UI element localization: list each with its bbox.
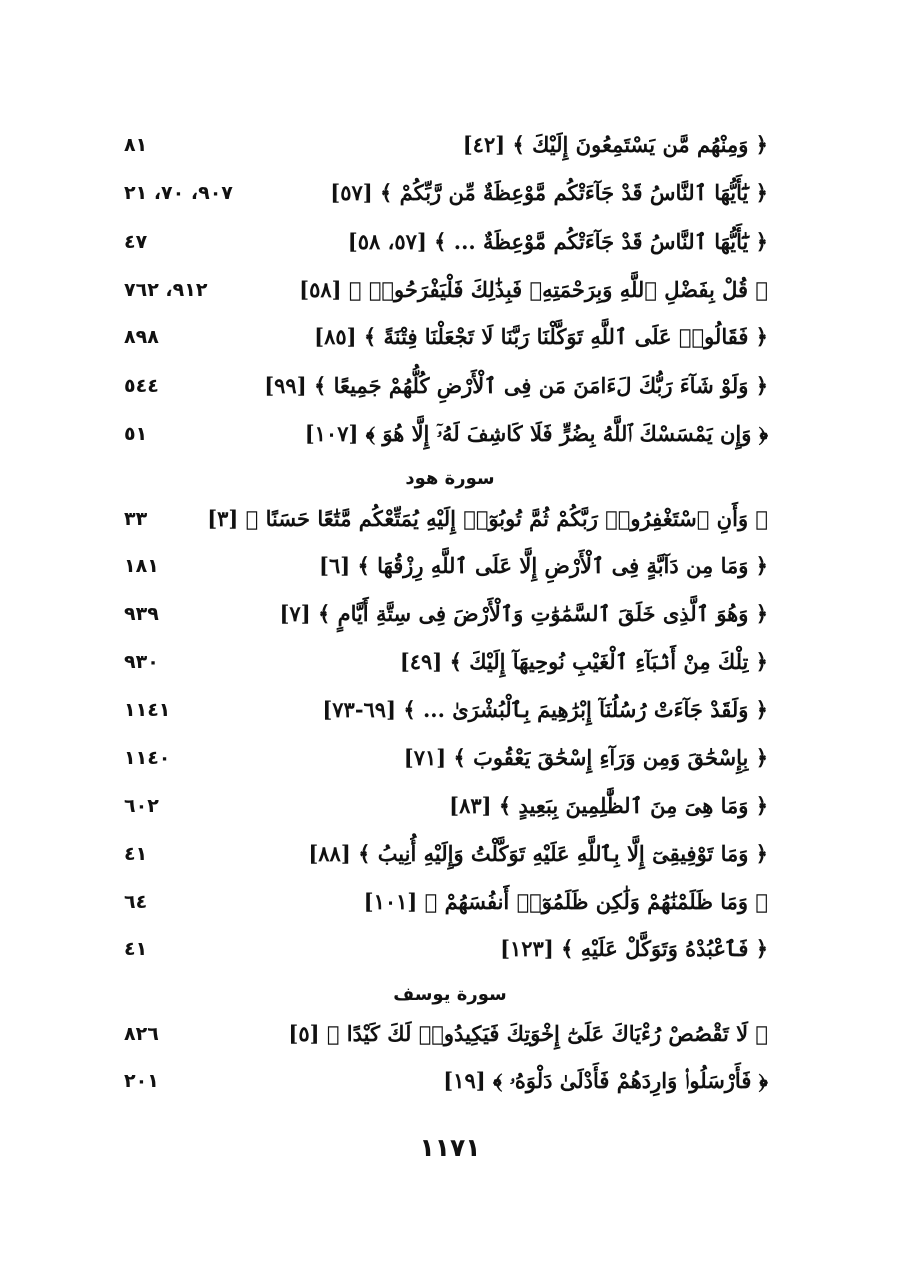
index-entry bbox=[0, 1061, 900, 1101]
page-reference: ٥١ bbox=[124, 423, 148, 445]
page-reference: ٢٠١ bbox=[124, 1070, 159, 1092]
index-entry bbox=[0, 594, 900, 634]
index-entry bbox=[0, 834, 900, 874]
verse-text: ﴿ تِلْكَ مِنْ أَنۢبَآءِ ٱلْغَيْبِ نُوحِيهَآ إِلَيْكَ ﴾ [٤٩] bbox=[399, 649, 768, 674]
verse-text: ﴿ وَمَا تَوْفِيقِىٓ إِلَّا بِٱللَّهِ عَلَيْهِ تَوَكَّلْتُ وَإِلَيْهِ أُنِيبُ ﴾ [٨٨] bbox=[308, 841, 768, 866]
verse-text: ﴿ قُلْ بِفَضْلِ ٱللَّهِ وَبِرَحْمَتِهِۦ فَبِذَٰلِكَ فَلْيَفْرَحُوا۟ ﴾ [٥٨] bbox=[299, 277, 768, 302]
page-reference: ٩٣٠ bbox=[124, 651, 159, 673]
page-reference: ٦٠٢ bbox=[124, 795, 159, 817]
index-entry bbox=[0, 125, 900, 165]
page-reference: ٨١ bbox=[124, 134, 148, 156]
verse-text: ﴿ وَأَنِ ٱسْتَغْفِرُوا۟ رَبَّكُمْ ثُمَّ تُوبُوٓا۟ إِلَيْهِ يُمَتِّعْكُم مَّتَٰعًا حَسَنًا ﴾ [٣] bbox=[207, 506, 768, 531]
verse-text: ﴿ وَمِنْهُم مَّن يَسْتَمِعُونَ إِلَيْكَ ﴾ [٤٢] bbox=[462, 132, 768, 157]
page-reference: ٩١٢، ٧٦٢ bbox=[124, 279, 208, 301]
page-reference: ٣٣ bbox=[124, 508, 148, 530]
verse-text: ﴿ يَٰٓأَيُّهَا ٱلنَّاسُ قَدْ جَآءَتْكُم مَّوْعِظَةٌ مِّن رَّبِّكُمْ ﴾ [٥٧] bbox=[330, 180, 768, 205]
verse-text: ﴿ وَمَا مِن دَآبَّةٍ فِى ٱلْأَرْضِ إِلَّا عَلَى ٱللَّهِ رِزْقُهَا ﴾ [٦] bbox=[319, 553, 768, 578]
page-reference: ١١٤١ bbox=[124, 699, 171, 721]
verse-text: ﴿ وَلَوْ شَآءَ رَبُّكَ لَءَامَنَ مَن فِى ٱلْأَرْضِ كُلُّهُمْ جَمِيعًا ﴾ [٩٩] bbox=[264, 373, 768, 398]
index-entry bbox=[0, 642, 900, 682]
page-reference: ١٨١ bbox=[124, 555, 159, 577]
index-entry bbox=[0, 929, 900, 969]
page-reference: ٩٠٧، ٧٠، ٢١ bbox=[124, 182, 233, 204]
surah-heading-hud: سورة هود bbox=[405, 468, 495, 489]
page-reference: ٩٣٩ bbox=[124, 603, 159, 625]
verse-text: ﴿ وَمَا هِىَ مِنَ ٱلظَّٰلِمِينَ بِبَعِيدٍ ﴾ [٨٣] bbox=[449, 793, 768, 818]
verse-text: ﴿ يَٰٓأَيُّهَا ٱلنَّاسُ قَدْ جَآءَتْكُم مَّوْعِظَةٌ ... ﴾ [٥٧، ٥٨] bbox=[347, 229, 768, 254]
index-entry bbox=[0, 173, 900, 213]
verse-text: ﴿ وَمَا ظَلَمْنَٰهُمْ وَلَٰكِن ظَلَمُوٓا۟ أَنفُسَهُمْ ﴾ [١٠١] bbox=[363, 889, 768, 914]
page-reference: ٦٤ bbox=[124, 891, 148, 913]
index-entry bbox=[0, 882, 900, 922]
surah-heading-yusuf: سورة يوسف bbox=[393, 984, 507, 1005]
page-reference: ٤١ bbox=[124, 938, 148, 960]
index-entry bbox=[0, 1014, 900, 1054]
page-reference: ٤٧ bbox=[124, 231, 148, 253]
index-entry bbox=[0, 786, 900, 826]
page-reference: ١١٤٠ bbox=[124, 747, 171, 769]
verse-text: ﴿ بِإِسْحَٰقَ وَمِن وَرَآءِ إِسْحَٰقَ يَعْقُوبَ ﴾ [٧١] bbox=[403, 745, 768, 770]
index-entry bbox=[0, 366, 900, 406]
verse-text: ﴿ وَإِن يَمْسَسْكَ ٱللَّهُ بِضُرٍّ فَلَا كَاشِفَ لَهُۥٓ إِلَّا هُوَ ﴾ [١٠٧] bbox=[304, 421, 768, 446]
index-entry bbox=[0, 270, 900, 310]
index-entry bbox=[0, 690, 900, 730]
verse-text: ﴿ فَٱعْبُدْهُ وَتَوَكَّلْ عَلَيْهِ ﴾ [١٢٣] bbox=[500, 936, 768, 961]
index-entry bbox=[0, 546, 900, 586]
index-entry bbox=[0, 738, 900, 778]
verse-text: ﴿ وَهُوَ ٱلَّذِى خَلَقَ ٱلسَّمَٰوَٰتِ وَٱلْأَرْضَ فِى سِتَّةِ أَيَّامٍ ﴾ [٧] bbox=[279, 601, 768, 626]
index-entry bbox=[0, 414, 900, 454]
verse-text: ﴿ فَقَالُوا۟ عَلَى ٱللَّهِ تَوَكَّلْنَا رَبَّنَا لَا تَجْعَلْنَا فِتْنَةً ﴾ [٨٥] bbox=[314, 324, 768, 349]
page-reference: ٥٤٤ bbox=[124, 375, 159, 397]
verse-text: ﴿ فَأَرْسَلُوا۟ وَارِدَهُمْ فَأَدْلَىٰ دَلْوَهُۥ ﴾ [١٩] bbox=[443, 1068, 768, 1093]
verse-text: ﴿ لَا تَقْصُصْ رُءْيَاكَ عَلَىٰٓ إِخْوَتِكَ فَيَكِيدُوا۟ لَكَ كَيْدًا ﴾ [٥] bbox=[288, 1021, 768, 1046]
page-reference: ٨٢٦ bbox=[124, 1023, 159, 1045]
index-entry bbox=[0, 317, 900, 357]
page-reference: ٨٩٨ bbox=[124, 326, 159, 348]
index-entry bbox=[0, 499, 900, 539]
page-reference: ٤١ bbox=[124, 843, 148, 865]
verse-text: ﴿ وَلَقَدْ جَآءَتْ رُسُلُنَآ إِبْرَٰهِيمَ بِٱلْبُشْرَىٰ ... ﴾ [٦٩-٧٣] bbox=[322, 697, 768, 722]
index-entry bbox=[0, 222, 900, 262]
page-number: ١١٧١ bbox=[419, 1133, 481, 1162]
